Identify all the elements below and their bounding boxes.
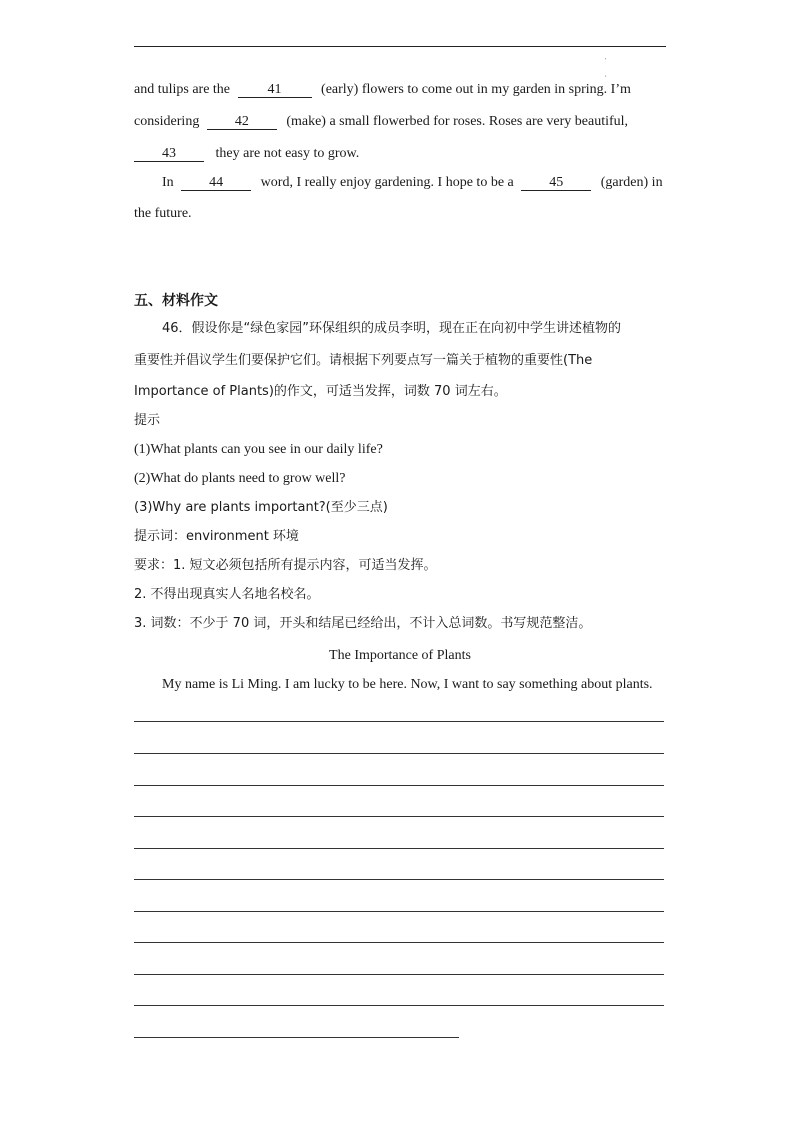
- blank-41[interactable]: 41: [238, 83, 312, 98]
- question-text: 46．假设你是“绿色家园”环保组织的成员李明，现在正在向初中学生讲述植物的: [162, 321, 622, 336]
- cloze-text: word, I really enjoy gardening. I hope to be a: [260, 175, 514, 190]
- blank-44[interactable]: 44: [181, 176, 251, 191]
- writing-line[interactable]: [134, 879, 664, 880]
- hint-item: (3)Why are plants important?(至少三点): [134, 500, 388, 515]
- blank-42[interactable]: 42: [207, 115, 277, 130]
- hint-item: (2)What do plants need to grow well?: [134, 471, 346, 486]
- essay-title: The Importance of Plants: [329, 648, 471, 663]
- essay-opening: My name is Li Ming. I am lucky to be here. Now, I want to say something about plants.: [162, 677, 653, 692]
- writing-line[interactable]: [134, 816, 664, 817]
- requirement-item: 3. 词数：不少于 70 词，开头和结尾已经给出，不计入总词数。书写规范整洁。: [134, 616, 592, 631]
- cloze-line-2: [134, 113, 628, 131]
- cloze-text: they are not easy to grow.: [215, 146, 360, 161]
- cloze-line-1: [134, 81, 631, 99]
- blank-43[interactable]: 43: [134, 147, 204, 162]
- writing-line[interactable]: [134, 848, 664, 849]
- scan-mark: ,: [605, 72, 607, 78]
- scan-mark: ': [605, 58, 607, 64]
- question-text: 重要性并倡议学生们要保护它们。请根据下列要点写一篇关于植物的重要性(The: [134, 353, 593, 368]
- blank-45[interactable]: 45: [521, 176, 591, 191]
- hint-item: (1)What plants can you see in our daily life?: [134, 442, 383, 457]
- writing-line[interactable]: [134, 911, 664, 912]
- cloze-line-5: the future.: [134, 206, 192, 221]
- cloze-text: (make) a small flowerbed for roses. Roses are very beautiful,: [286, 114, 629, 129]
- writing-line[interactable]: [134, 1037, 459, 1038]
- requirement-item: 要求：1. 短文必须包括所有提示内容，可适当发挥。: [134, 558, 437, 573]
- cloze-line-3: [134, 145, 359, 163]
- keyword-hint: 提示词：environment 环境: [134, 529, 299, 544]
- hint-label: 提示: [134, 413, 161, 428]
- cloze-text: In: [162, 175, 174, 190]
- cloze-text: considering: [134, 114, 200, 129]
- writing-line[interactable]: [134, 942, 664, 943]
- writing-line[interactable]: [134, 721, 664, 722]
- cloze-text: (early) flowers to come out in my garden in spring. I’m: [321, 82, 631, 97]
- writing-line[interactable]: [134, 785, 664, 786]
- cloze-line-4: [162, 174, 663, 192]
- writing-line[interactable]: [134, 974, 664, 975]
- question-text: Importance of Plants)的作文，可适当发挥，词数 70 词左右。: [134, 384, 507, 399]
- header-rule: [134, 46, 666, 47]
- cloze-text: and tulips are the: [134, 82, 231, 97]
- cloze-text: (garden) in: [600, 175, 663, 190]
- section-heading: 五、材料作文: [134, 293, 218, 309]
- writing-line[interactable]: [134, 753, 664, 754]
- writing-line[interactable]: [134, 1005, 664, 1006]
- requirement-item: 2. 不得出现真实人名地名校名。: [134, 587, 320, 602]
